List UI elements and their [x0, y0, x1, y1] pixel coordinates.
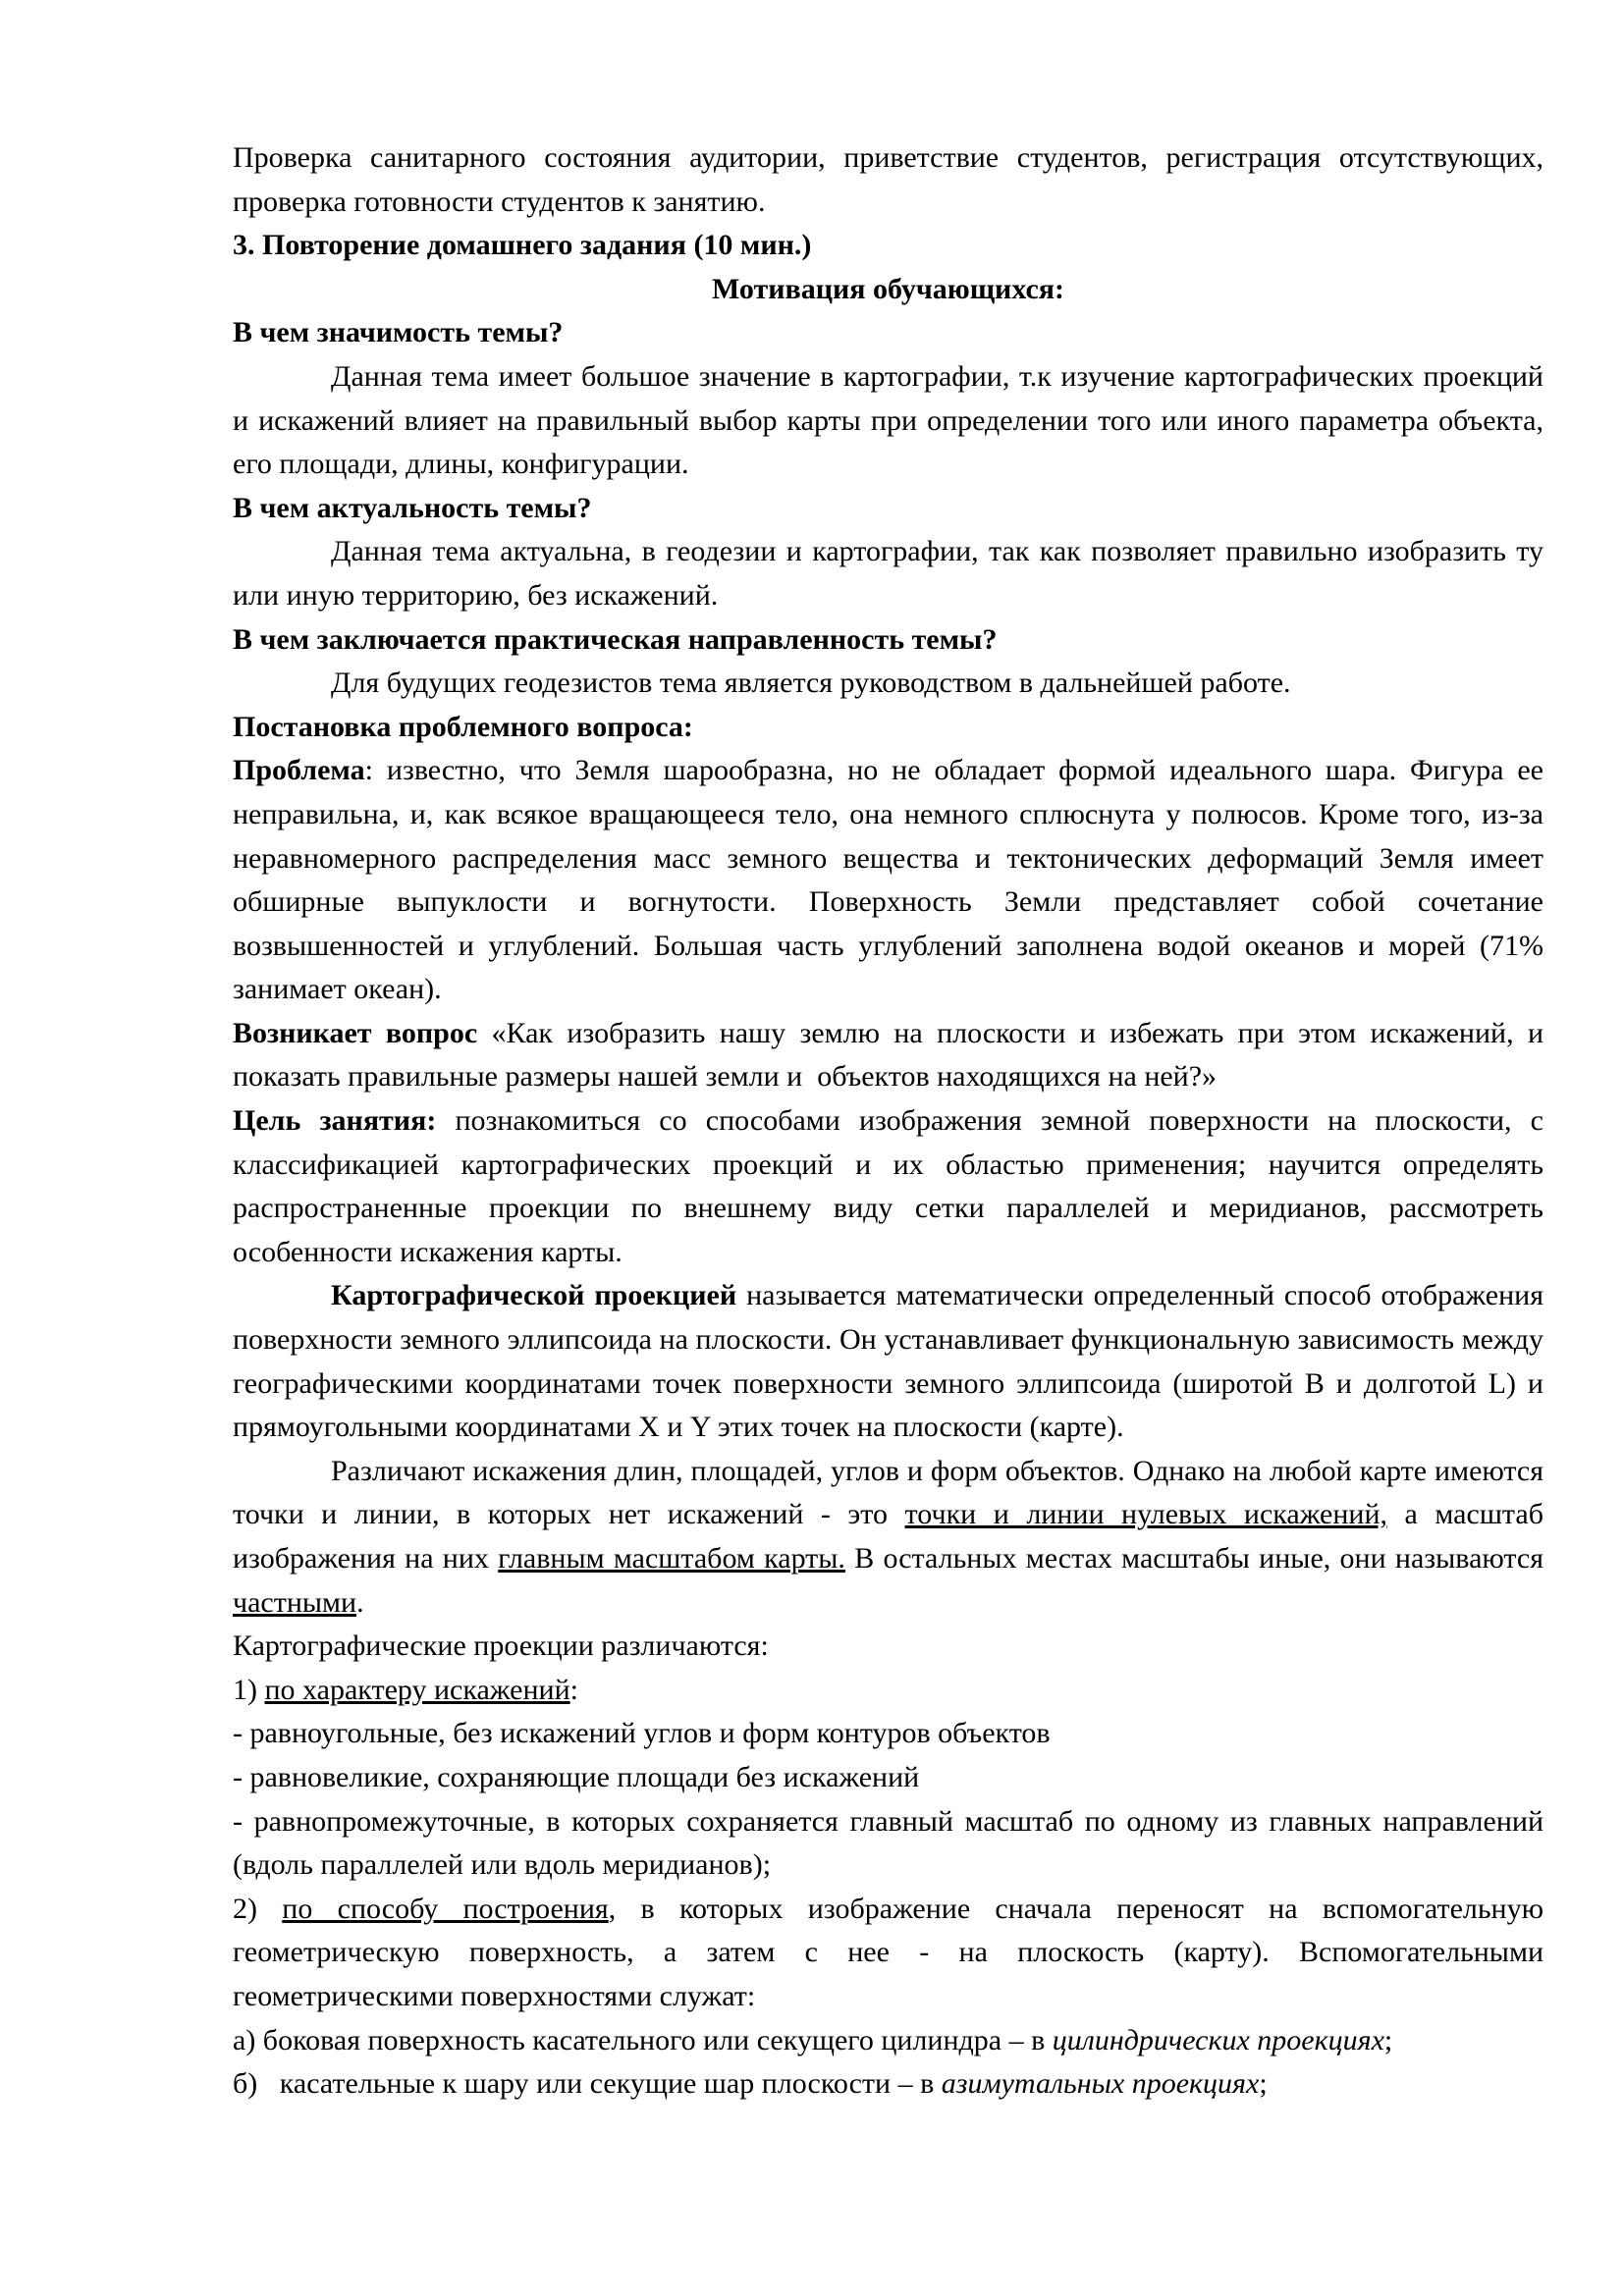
text-run: ; — [1383, 2023, 1393, 2056]
text-run: частными — [233, 1585, 357, 1619]
paragraph — [233, 1450, 1543, 1625]
paragraph — [233, 224, 1543, 268]
text-run: б) касательные к шару или секущие шар плоскости – в — [233, 2067, 942, 2101]
paragraph — [233, 1099, 1543, 1274]
text-run: по способу построения — [282, 1892, 609, 1925]
text-run: , в которых изображение сначала переносят на вспомогательную геометрическую поверхность, а затем с нее - на плоскость (карту). Вспомогательными геометрическими поверхностями служат: — [233, 1892, 1543, 2012]
paragraph — [233, 2019, 1543, 2063]
document-content — [233, 136, 1543, 2107]
text-run: В чем актуальность темы? — [233, 491, 592, 524]
text-run: познакомиться со способами изображения земной поверхности на плоскости, с классификацией картографических проекций и их областью применения; научится определять распространенные проекции по внешнему виду сетки параллелей и меридианов, рассмотреть особенности искажения карты. — [233, 1104, 1543, 1268]
text-run: а масштаб изображения на них — [233, 1498, 1543, 1575]
text-run: В чем заключается практическая направленность темы? — [233, 622, 998, 656]
text-run: а) боковая поверхность касательного или секущего цилиндра – в — [233, 2023, 1053, 2056]
text-run: - равнопромежуточные, в которых сохраняется главный масштаб по одному из главных направлений (вдоль параллелей или вдоль меридианов); — [233, 1804, 1543, 1882]
text-run: В чем значимость темы? — [233, 316, 564, 349]
text-run: Цель занятия: — [233, 1104, 437, 1138]
paragraph — [233, 1756, 1543, 1800]
text-run: Мотивация обучающихся: — [711, 272, 1065, 305]
text-run: 1) — [233, 1673, 265, 1706]
text-run: Картографической проекцией — [331, 1279, 737, 1312]
text-run: Данная тема имеет большое значение в картографии, т.к изучение картографических проекций и искажений влияет на правильный выбор карты при определении того или иного параметра объекта, его площади, длины, конфигурации. — [233, 359, 1543, 481]
paragraph — [233, 662, 1543, 706]
text-run: Возникает вопрос — [233, 1016, 478, 1049]
text-run: называется математически определенный способ отображения поверхности земного эллипсоида на плоскости. Он устанавливает функциональную зависимость между географическими координатами точек поверхности земного эллипсоида (широтой B и долготой L) и прямоугольными координатами X и Y этих точек на плоскости (карте). — [233, 1279, 1543, 1444]
text-run: Постановка проблемного вопроса: — [233, 710, 693, 743]
text-run: Проблема — [233, 754, 365, 787]
text-run: . — [356, 1585, 364, 1619]
text-run: : — [569, 1673, 578, 1706]
text-run: - равновеликие, сохраняющие площади без искажений — [233, 1760, 920, 1793]
text-run: В остальных местах масштабы иные, они называются — [844, 1542, 1543, 1575]
text-run: 2) — [233, 1892, 283, 1925]
paragraph — [233, 2062, 1543, 2107]
paragraph — [233, 1888, 1543, 2019]
paragraph — [233, 1274, 1543, 1449]
text-run: Проверка санитарного состояния аудитории, приветствие студентов, регистрация отсутствующих, проверка готовности студентов к занятию. — [233, 141, 1543, 218]
text-run: точки и линии нулевых искажений, — [904, 1498, 1388, 1531]
paragraph — [233, 136, 1543, 224]
paragraph — [233, 706, 1543, 750]
paragraph — [233, 355, 1543, 487]
text-run: : известно, что Земля шарообразна, но не обладает формой идеального шара. Фигура ее неправильна, и, как всякое вращающееся тело, она немного сплюснута у полюсов. Кроме того, из-за неравномерного распределения масс земного вещества и тектонических деформаций Земля имеет обширные выпуклости и вогнутости. Поверхность Земли представляет собой сочетание возвышенностей и углублений. Большая часть углублений заполнена водой океанов и морей (71% занимает океан). — [233, 754, 1543, 1006]
paragraph — [233, 1800, 1543, 1888]
paragraph — [233, 618, 1543, 663]
text-run: цилиндрических проекциях — [1052, 2023, 1384, 2056]
text-run: ; — [1259, 2067, 1268, 2101]
paragraph — [233, 311, 1543, 355]
text-run: по характеру искажений — [264, 1673, 570, 1706]
paragraph — [233, 1012, 1543, 1099]
text-run: - равноугольные, без искажений углов и форм контуров объектов — [233, 1717, 1051, 1750]
paragraph — [233, 749, 1543, 1012]
text-run: Данная тема актуальна, в геодезии и картографии, так как позволяет правильно изобразить ту или иную территорию, без искажений. — [233, 535, 1543, 612]
text-run: азимутальных проекциях — [941, 2067, 1260, 2101]
text-run: главным масштабом карты. — [498, 1542, 845, 1575]
text-run: «Как изобразить нашу землю на плоскости и избежать при этом искажений, и показать правильные размеры нашей земли и объектов находящихся на ней?» — [233, 1016, 1543, 1094]
text-run: 3. Повторение домашнего задания (10 мин.) — [233, 229, 812, 262]
paragraph — [233, 268, 1543, 312]
paragraph — [233, 1625, 1543, 1669]
text-run: Картографические проекции различаются: — [233, 1629, 769, 1663]
paragraph — [233, 1669, 1543, 1713]
paragraph — [233, 487, 1543, 531]
text-run: Различают искажения длин, площадей, углов и форм объектов. Однако на любой карте имеются точки и линии, в которых нет искажений - это — [233, 1454, 1543, 1531]
paragraph — [233, 530, 1543, 617]
text-run: Для будущих геодезистов тема является руководством в дальнейшей работе. — [331, 667, 1291, 700]
paragraph — [233, 1712, 1543, 1756]
